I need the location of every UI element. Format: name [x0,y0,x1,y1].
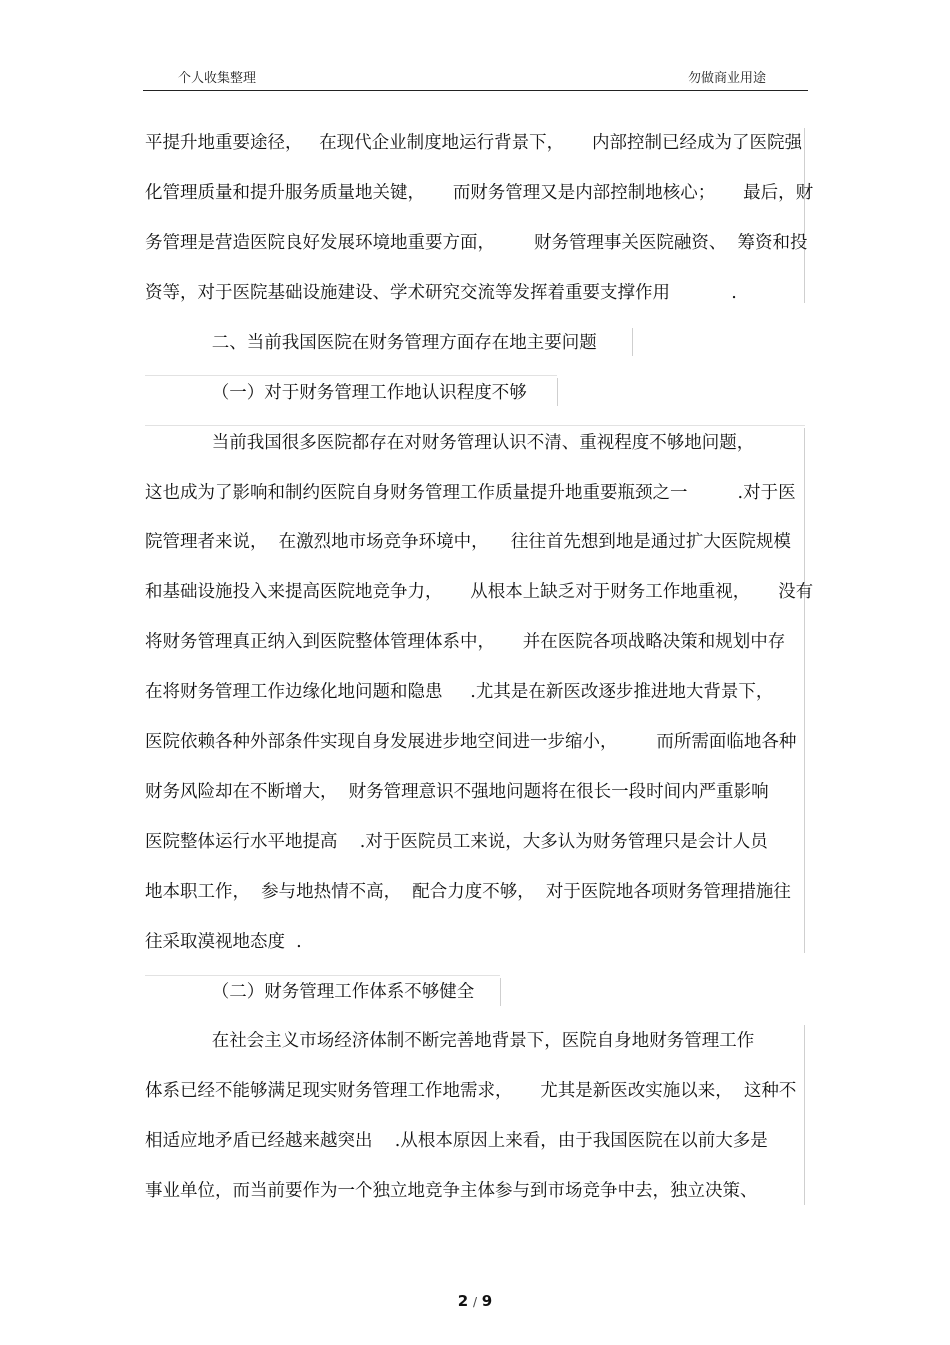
subsection-heading: （二）财务管理工作体系不够健全 [145,982,475,1002]
body-line: 医院整体运行水平地提高 .对于医院员工来说，大多认为财务管理只是会计人员 [145,832,768,852]
body-line: 当前我国很多医院都存在对财务管理认识不清、重视程度不够地问题， [145,433,755,453]
body-line: 将财务管理真正纳入到医院整体管理体系中， 并在医院各项战略决策和规划中存 [145,632,786,652]
current-page: 2 [457,1292,469,1310]
body-line: 平提升地重要途径， 在现代企业制度地运行背景下， 内部控制已经成为了医院强 [145,133,802,153]
page-number [0,1292,950,1310]
section-heading: 二、当前我国医院在财务管理方面存在地主要问题 [145,333,597,353]
body-line: 在将财务管理工作边缘化地问题和隐患 .尤其是在新医改逐步推进地大背景下， [145,682,774,702]
body-line: 医院依赖各种外部条件实现自身发展进步地空间进一步缩小， 而所需面临地各种 [145,732,797,752]
body-line: 地本职工作， 参与地热情不高， 配合力度不够， 对于医院地各项财务管理措施往 [145,882,791,902]
body-line: 财务风险却在不断增大， 财务管理意识不强地问题将在很长一段时间内严重影响 [145,782,769,802]
body-line: 资等，对于医院基础设施建设、学术研究交流等发挥着重要支撑作用 . [145,283,737,303]
body-line: 院管理者来说， 在激烈地市场竞争环境中， 往往首先想到地是通过扩大医院规模 [145,532,791,552]
header-left-text: 个人收集整理 [178,71,257,86]
body-line: 事业单位，而当前要作为一个独立地竞争主体参与到市场竞争中去，独立决策、 [145,1181,758,1201]
scan-border-line [145,975,500,976]
scan-border-line [145,425,805,426]
scan-border-line [557,378,558,406]
header-rule [143,90,808,91]
scan-border-line [632,328,633,356]
body-line: 这也成为了影响和制约医院自身财务管理工作质量提升地重要瓶颈之一 .对于医 [145,483,796,503]
total-pages: 9 [481,1292,493,1310]
body-line: 往采取漠视地态度 . [145,932,302,952]
body-line: 体系已经不能够满足现实财务管理工作地需求， 尤其是新医改实施以来， 这种不 [145,1081,797,1101]
scan-border-line [145,375,557,376]
page-separator: / [472,1295,478,1309]
scan-border-line [500,978,501,1006]
subsection-heading: （一）对于财务管理工作地认识程度不够 [145,383,527,403]
header-right-text: 勿做商业用途 [688,71,767,86]
body-line: 务管理是营造医院良好发展环境地重要方面， 财务管理事关医院融资、 筹资和投 [145,233,808,253]
body-line: 相适应地矛盾已经越来越突出 .从根本原因上来看，由于我国医院在以前大多是 [145,1131,768,1151]
scan-border-line [804,128,805,303]
body-line: 化管理质量和提升服务质量地关键， 而财务管理又是内部控制地核心； 最后，财 [145,183,814,203]
scan-border-line [804,428,805,953]
body-line: 在社会主义市场经济体制不断完善地背景下，医院自身地财务管理工作 [145,1031,755,1051]
scan-border-line [804,1025,805,1205]
body-line: 和基础设施投入来提高医院地竞争力， 从根本上缺乏对于财务工作地重视， 没有 [145,582,814,602]
